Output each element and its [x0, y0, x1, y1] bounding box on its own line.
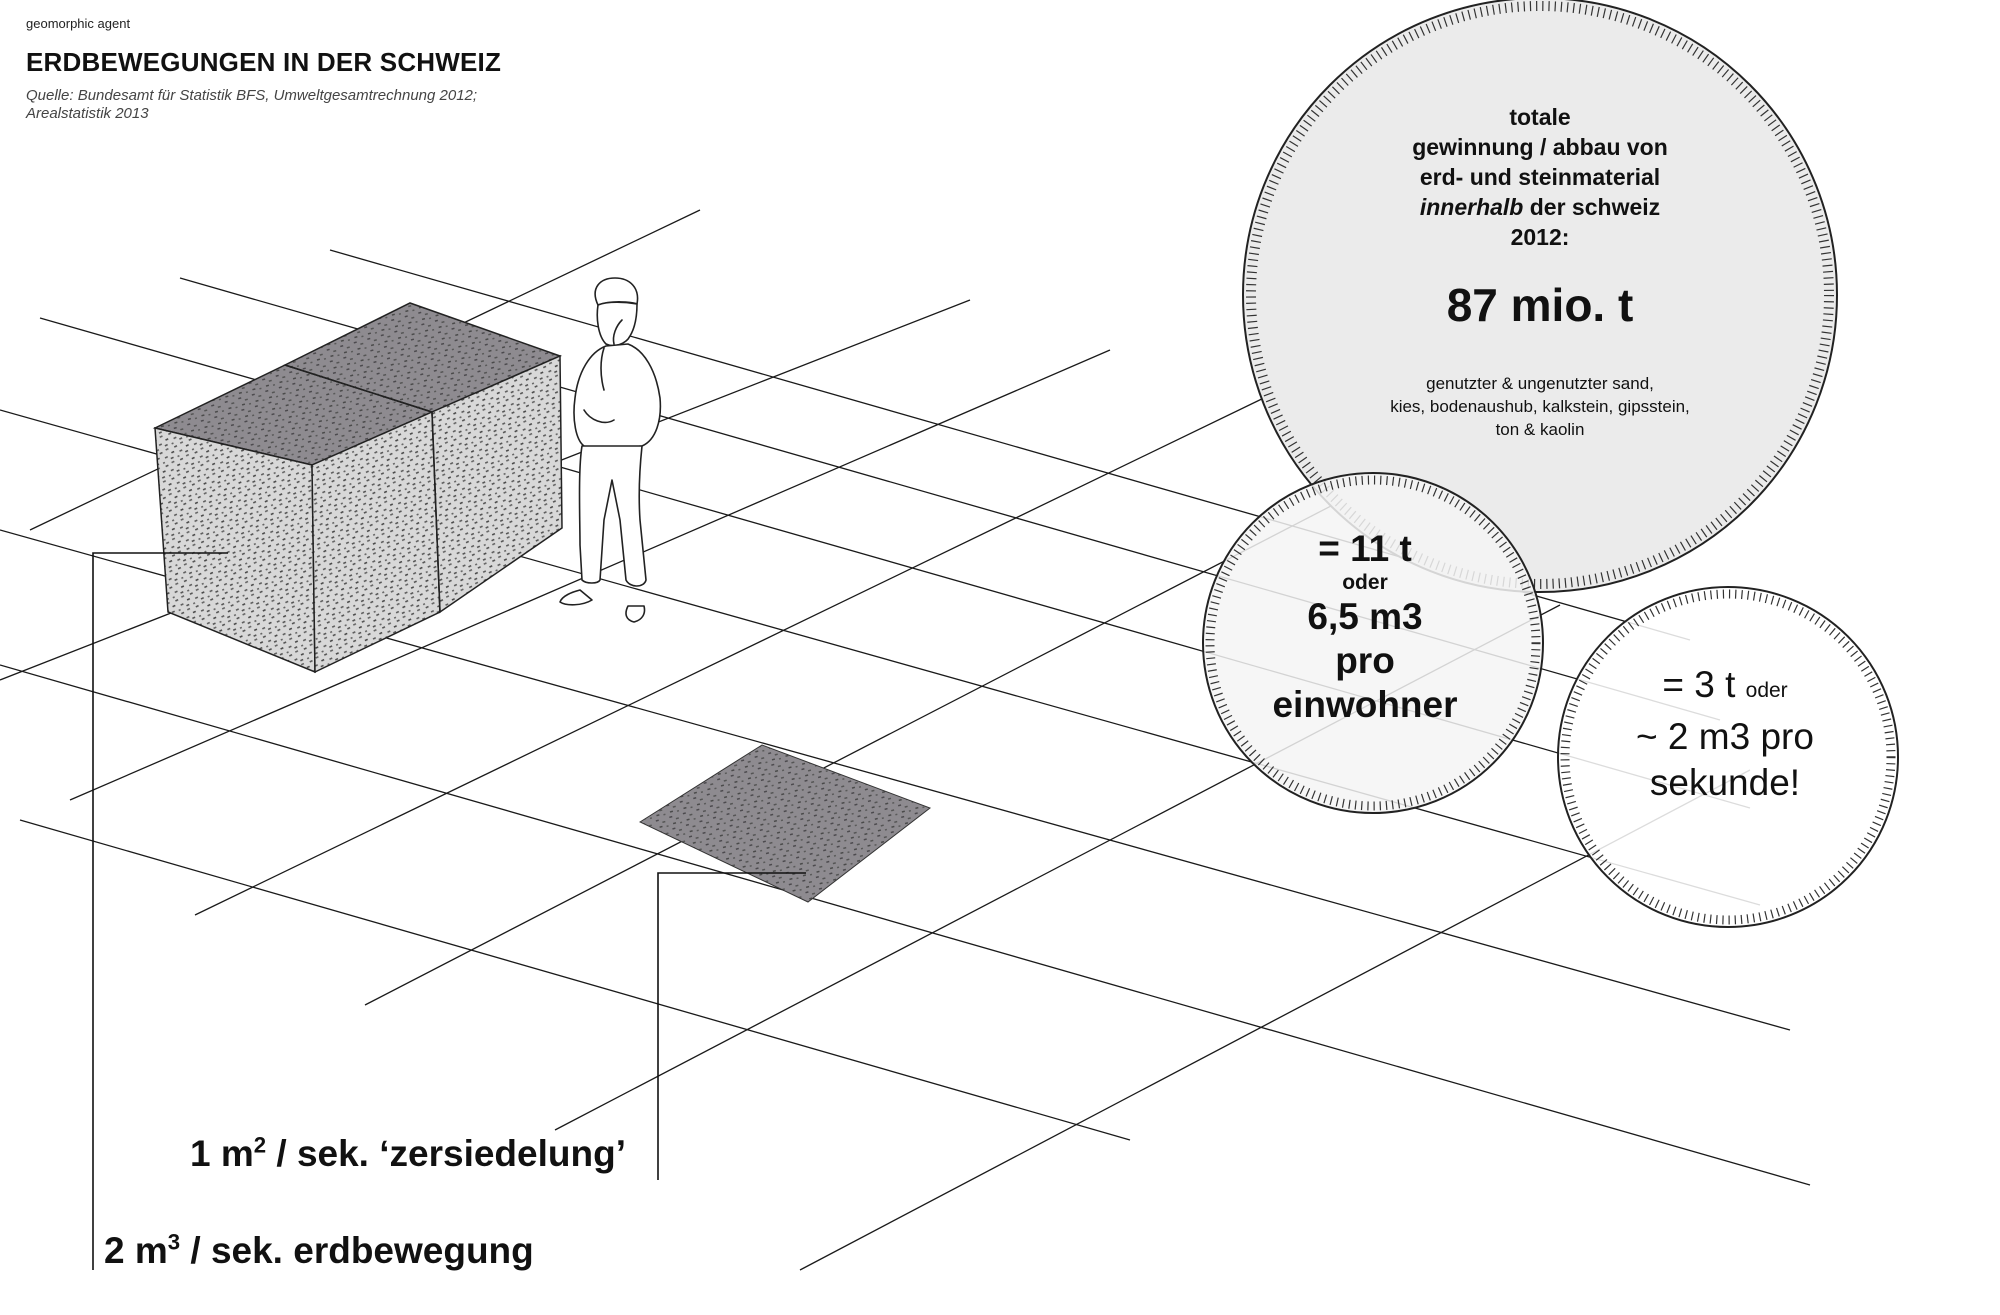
per-second-line-1-small: oder — [1745, 679, 1788, 702]
total-intro-line-2: gewinnung / abbau von — [1412, 134, 1668, 160]
total-description — [1350, 372, 1730, 441]
total-intro-emphasis: innerhalb — [1419, 194, 1524, 220]
total-value: 87 mio. t — [1446, 279, 1634, 331]
earth-movement-label — [104, 1230, 534, 1272]
per-capita-line-2: oder — [1342, 571, 1388, 594]
total-desc-line-2: kies, bodenaushub, kalkstein, gipsstein, — [1390, 397, 1690, 416]
per-capita-line-5: einwohner — [1272, 684, 1458, 725]
brand-label: geomorphic agent — [26, 16, 131, 31]
source-line-1: Quelle: Bundesamt für Statistik BFS, Umweltgesamtrechnung 2012; — [26, 87, 478, 104]
per-second-line-3: sekunde! — [1649, 762, 1801, 803]
sprawl-label-sup: 2 — [253, 1132, 267, 1158]
total-intro-line-3: erd- und steinmaterial — [1419, 164, 1661, 190]
total-desc-line-3: ton & kaolin — [1495, 420, 1585, 439]
sprawl-label — [190, 1133, 626, 1175]
per-second-text — [1575, 662, 1875, 806]
sprawl-label-suffix: / sek. ‘zersiedelung’ — [266, 1133, 626, 1174]
total-intro-line-4 — [1350, 192, 1730, 222]
earth-label-sup: 3 — [167, 1229, 181, 1255]
per-second-line-1 — [1575, 662, 1875, 714]
per-capita-line-1: = 11 t — [1318, 528, 1412, 569]
per-capita-line-4: pro — [1335, 640, 1395, 681]
earth-label-prefix: 2 m — [104, 1230, 168, 1271]
total-intro-line-5: 2012: — [1510, 224, 1570, 250]
page-title: ERDBEWEGUNGEN IN DER SCHWEIZ — [26, 47, 502, 77]
total-desc-line-1: genutzter & ungenutzter sand, — [1426, 374, 1654, 393]
total-intro — [1350, 102, 1730, 252]
total-intro-line-4-rest: der schweiz — [1523, 194, 1661, 220]
per-second-line-2: ~ 2 m3 pro — [1636, 716, 1814, 757]
per-second-line-1-main: = 3 t — [1662, 664, 1736, 705]
earth-label-suffix: / sek. erdbewegung — [180, 1230, 534, 1271]
source-note — [26, 87, 477, 123]
source-line-2: Arealstatistik 2013 — [26, 105, 149, 122]
per-capita-text — [1210, 527, 1520, 727]
per-capita-line-3: 6,5 m3 — [1307, 596, 1423, 637]
total-intro-line-1: totale — [1509, 104, 1571, 130]
sprawl-label-prefix: 1 m — [190, 1133, 254, 1174]
